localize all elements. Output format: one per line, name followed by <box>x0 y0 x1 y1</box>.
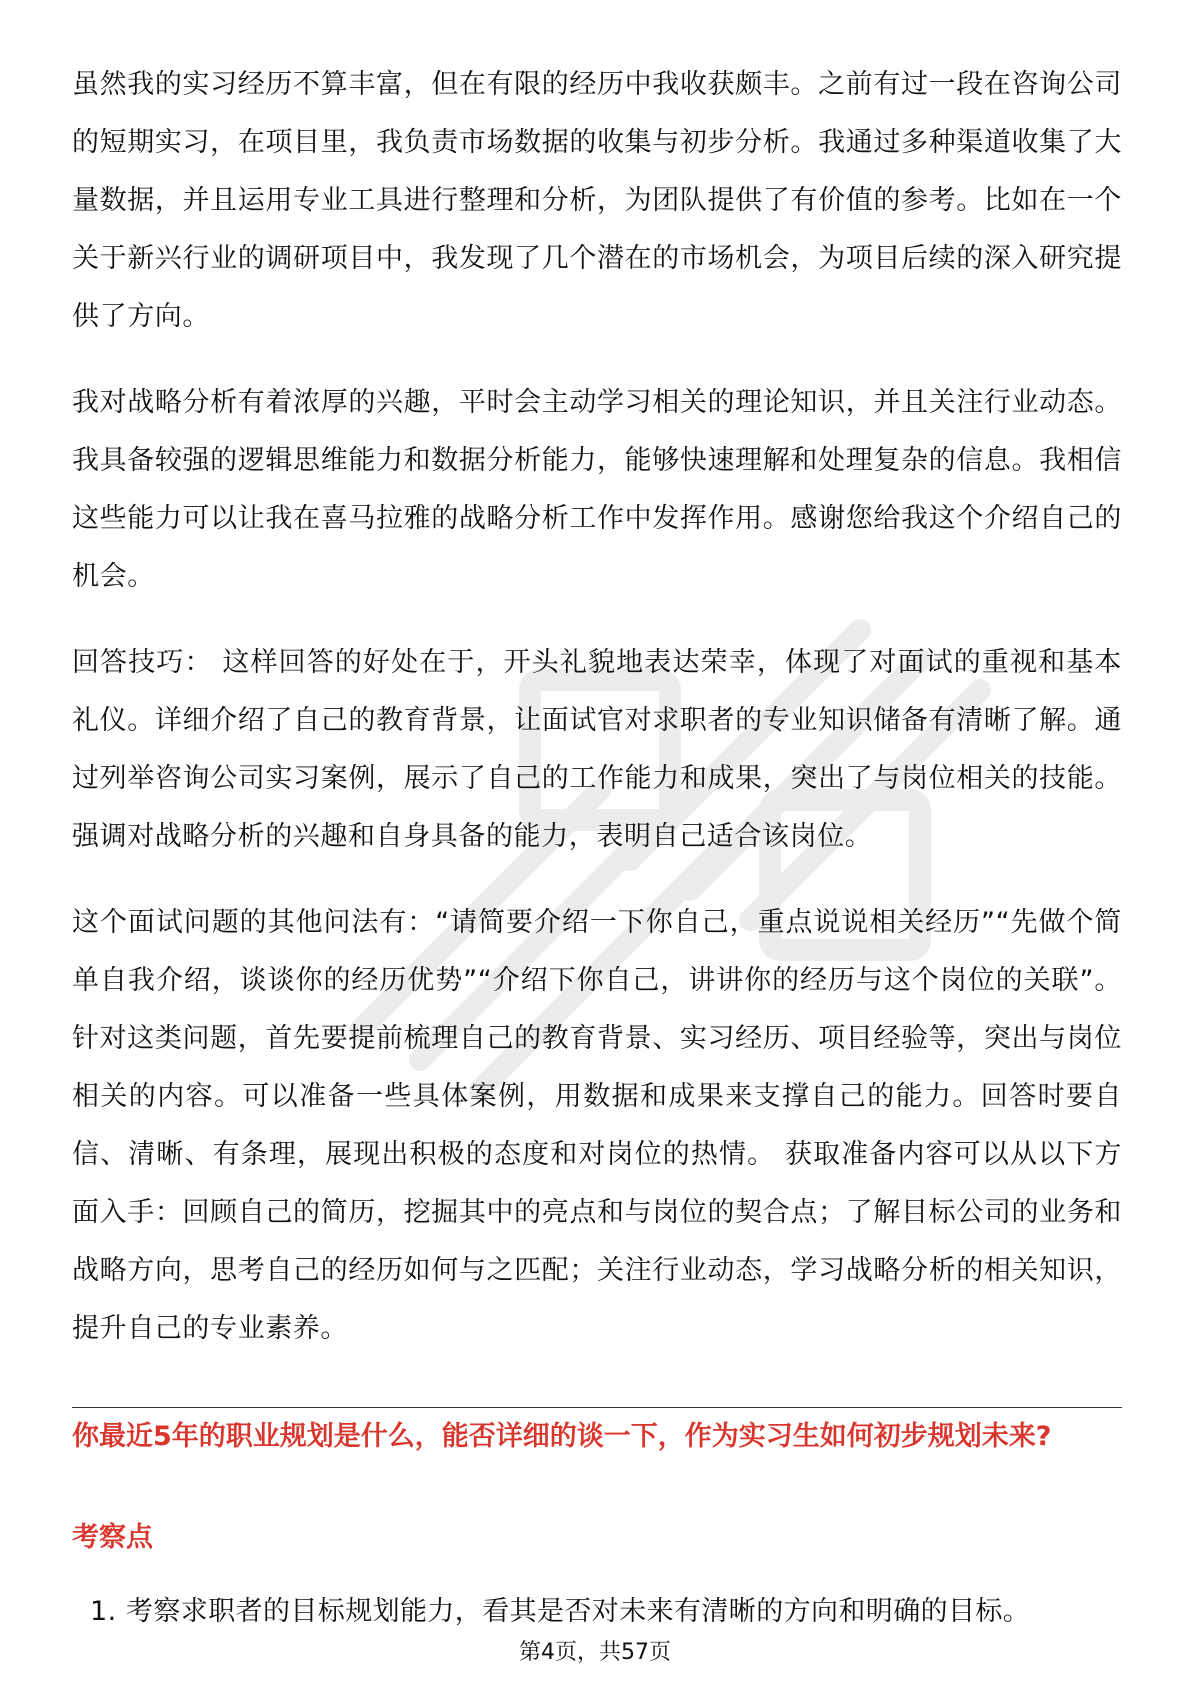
list-item-text: 考察求职者的目标规划能力，看其是否对未来有清晰的方向和明确的目标。 <box>126 1596 1031 1627</box>
section-divider <box>72 1407 1122 1408</box>
paragraph-internship: 虽然我的实习经历不算丰富，但在有限的经历中我收获颇丰。之前有过一段在咨询公司的短期实习，在项目里，我负责市场数据的收集与初步分析。我通过多种渠道收集了大量数据，并且运用专业工具进行整理和分析，为团队提供了有价值的参考。比如在一个关于新兴行业的调研项目中，我发现了几个潜在的市场机会，为项目后续的深入研究提供了方向。 <box>72 69 1122 332</box>
paragraph-alternative-questions: 这个面试问题的其他问法有：“请简要介绍一下你自己，重点说说相关经历”“先做个简单自我介绍，谈谈你的经历优势”“介绍下你自己，讲讲你的经历与这个岗位的关联”。 针对这类问题，首先要提前梳理自己的教育背景、实习经历、项目经验等，突出与岗位相关的内容。可以准备一些具体案例，用数据和成果来支撑自己的能力。回答时要自信、清晰、有条理，展现出积极的态度和对岗位的热情。 获取准备内容可以从以下方面入手：回顾自己的简历，挖掘其中的亮点和与岗位的契合点；了解目标公司的业务和战略方向，思考自己的经历如何与之匹配；关注行业动态，学习战略分析的相关知识，提升自己的专业素养。 <box>72 907 1122 1344</box>
document-body <box>72 56 1122 1386</box>
section-label-assessment: 考察点 <box>72 1522 153 1553</box>
paragraph-interest: 我对战略分析有着浓厚的兴趣，平时会主动学习相关的理论知识，并且关注行业动态。我具备较强的逻辑思维能力和数据分析能力，能够快速理解和处理复杂的信息。我相信这些能力可以让我在喜马拉雅的战略分析工作中发挥作用。感谢您给我这个介绍自己的机会。 <box>72 387 1122 592</box>
page-number-footer: 第4页，共57页 <box>519 1640 671 1665</box>
list-item <box>90 1594 1120 1630</box>
question-heading: 你最近5年的职业规划是什么，能否详细的谈一下，作为实习生如何初步规划未来? <box>72 1421 1052 1452</box>
paragraph-answer-tips: 回答技巧： 这样回答的好处在于，开头礼貌地表达荣幸，体现了对面试的重视和基本礼仪。详细介绍了自己的教育背景，让面试官对求职者的专业知识储备有清晰了解。通过列举咨询公司实习案例，展示了自己的工作能力和成果，突出了与岗位相关的技能。强调对战略分析的兴趣和自身具备的能力，表明自己适合该岗位。 <box>72 647 1122 852</box>
list-item-number: 1. <box>90 1596 117 1627</box>
